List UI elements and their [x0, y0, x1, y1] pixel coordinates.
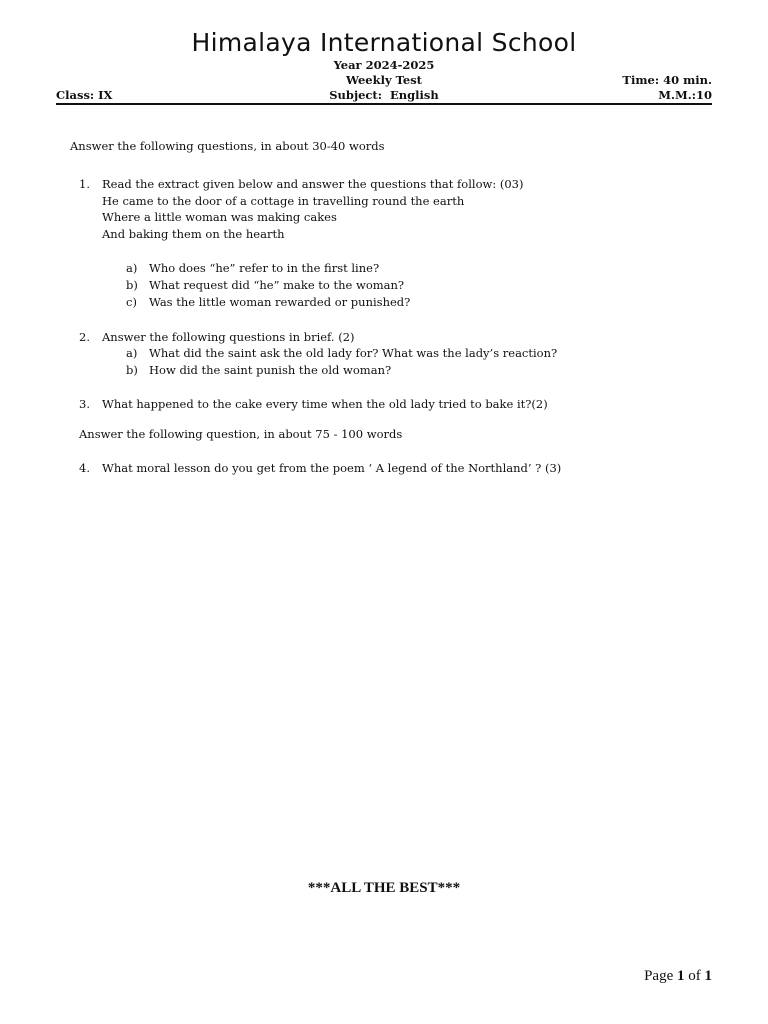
page-total: 1	[704, 968, 712, 984]
subject-label: Subject: English	[329, 88, 439, 102]
question-4-number: 4.	[79, 461, 90, 475]
page-current: 1	[677, 968, 685, 984]
page-prefix: Page	[644, 968, 677, 984]
question-2b-text: How did the saint punish the old woman?	[149, 363, 392, 377]
extract-line-2: Where a little woman was making cakes	[102, 210, 337, 224]
section1-instruction: Answer the following questions, in about 30-40 words	[70, 139, 385, 153]
extract-line-1: He came to the door of a cottage in travelling round the earth	[102, 194, 465, 208]
class-label: Class: IX	[56, 88, 113, 102]
section2-instruction: Answer the following question, in about 75 - 100 words	[79, 427, 403, 441]
extract-line-3: And baking them on the hearth	[102, 227, 285, 241]
question-1c-text: Was the little woman rewarded or punished?	[149, 295, 411, 309]
question-1a-label: a)	[126, 261, 138, 275]
question-1b-text: What request did “he” make to the woman?	[149, 278, 405, 292]
question-2a-text: What did the saint ask the old lady for? What was the lady’s reaction?	[149, 346, 558, 360]
question-1-text: Read the extract given below and answer the questions that follow: (03)	[102, 177, 524, 191]
question-1a-text: Who does “he” refer to in the first line?	[149, 261, 380, 275]
question-4-text: What moral lesson do you get from the poem ‘ A legend of the Northland’ ? (3)	[102, 461, 562, 475]
max-marks: M.M.:10	[658, 88, 712, 102]
question-2-text: Answer the following questions in brief. (2)	[102, 330, 355, 344]
question-1-number: 1.	[79, 177, 90, 191]
question-3-text: What happened to the cake every time when the old lady tried to bake it?(2)	[102, 397, 548, 411]
page-number	[644, 968, 712, 985]
page-of: of	[684, 968, 705, 984]
question-1c-label: c)	[126, 295, 137, 309]
test-type: Weekly Test	[346, 73, 422, 87]
question-3-number: 3.	[79, 397, 90, 411]
school-name: Himalaya International School	[191, 28, 577, 57]
question-2a-label: a)	[126, 346, 138, 360]
academic-year: Year 2024-2025	[333, 58, 435, 72]
question-2b-label: b)	[126, 363, 138, 377]
question-1b-label: b)	[126, 278, 138, 292]
header-divider	[56, 103, 712, 105]
time-allowed: Time: 40 min.	[622, 73, 712, 87]
question-2-number: 2.	[79, 330, 90, 344]
closing-message: ***ALL THE BEST***	[307, 880, 461, 896]
